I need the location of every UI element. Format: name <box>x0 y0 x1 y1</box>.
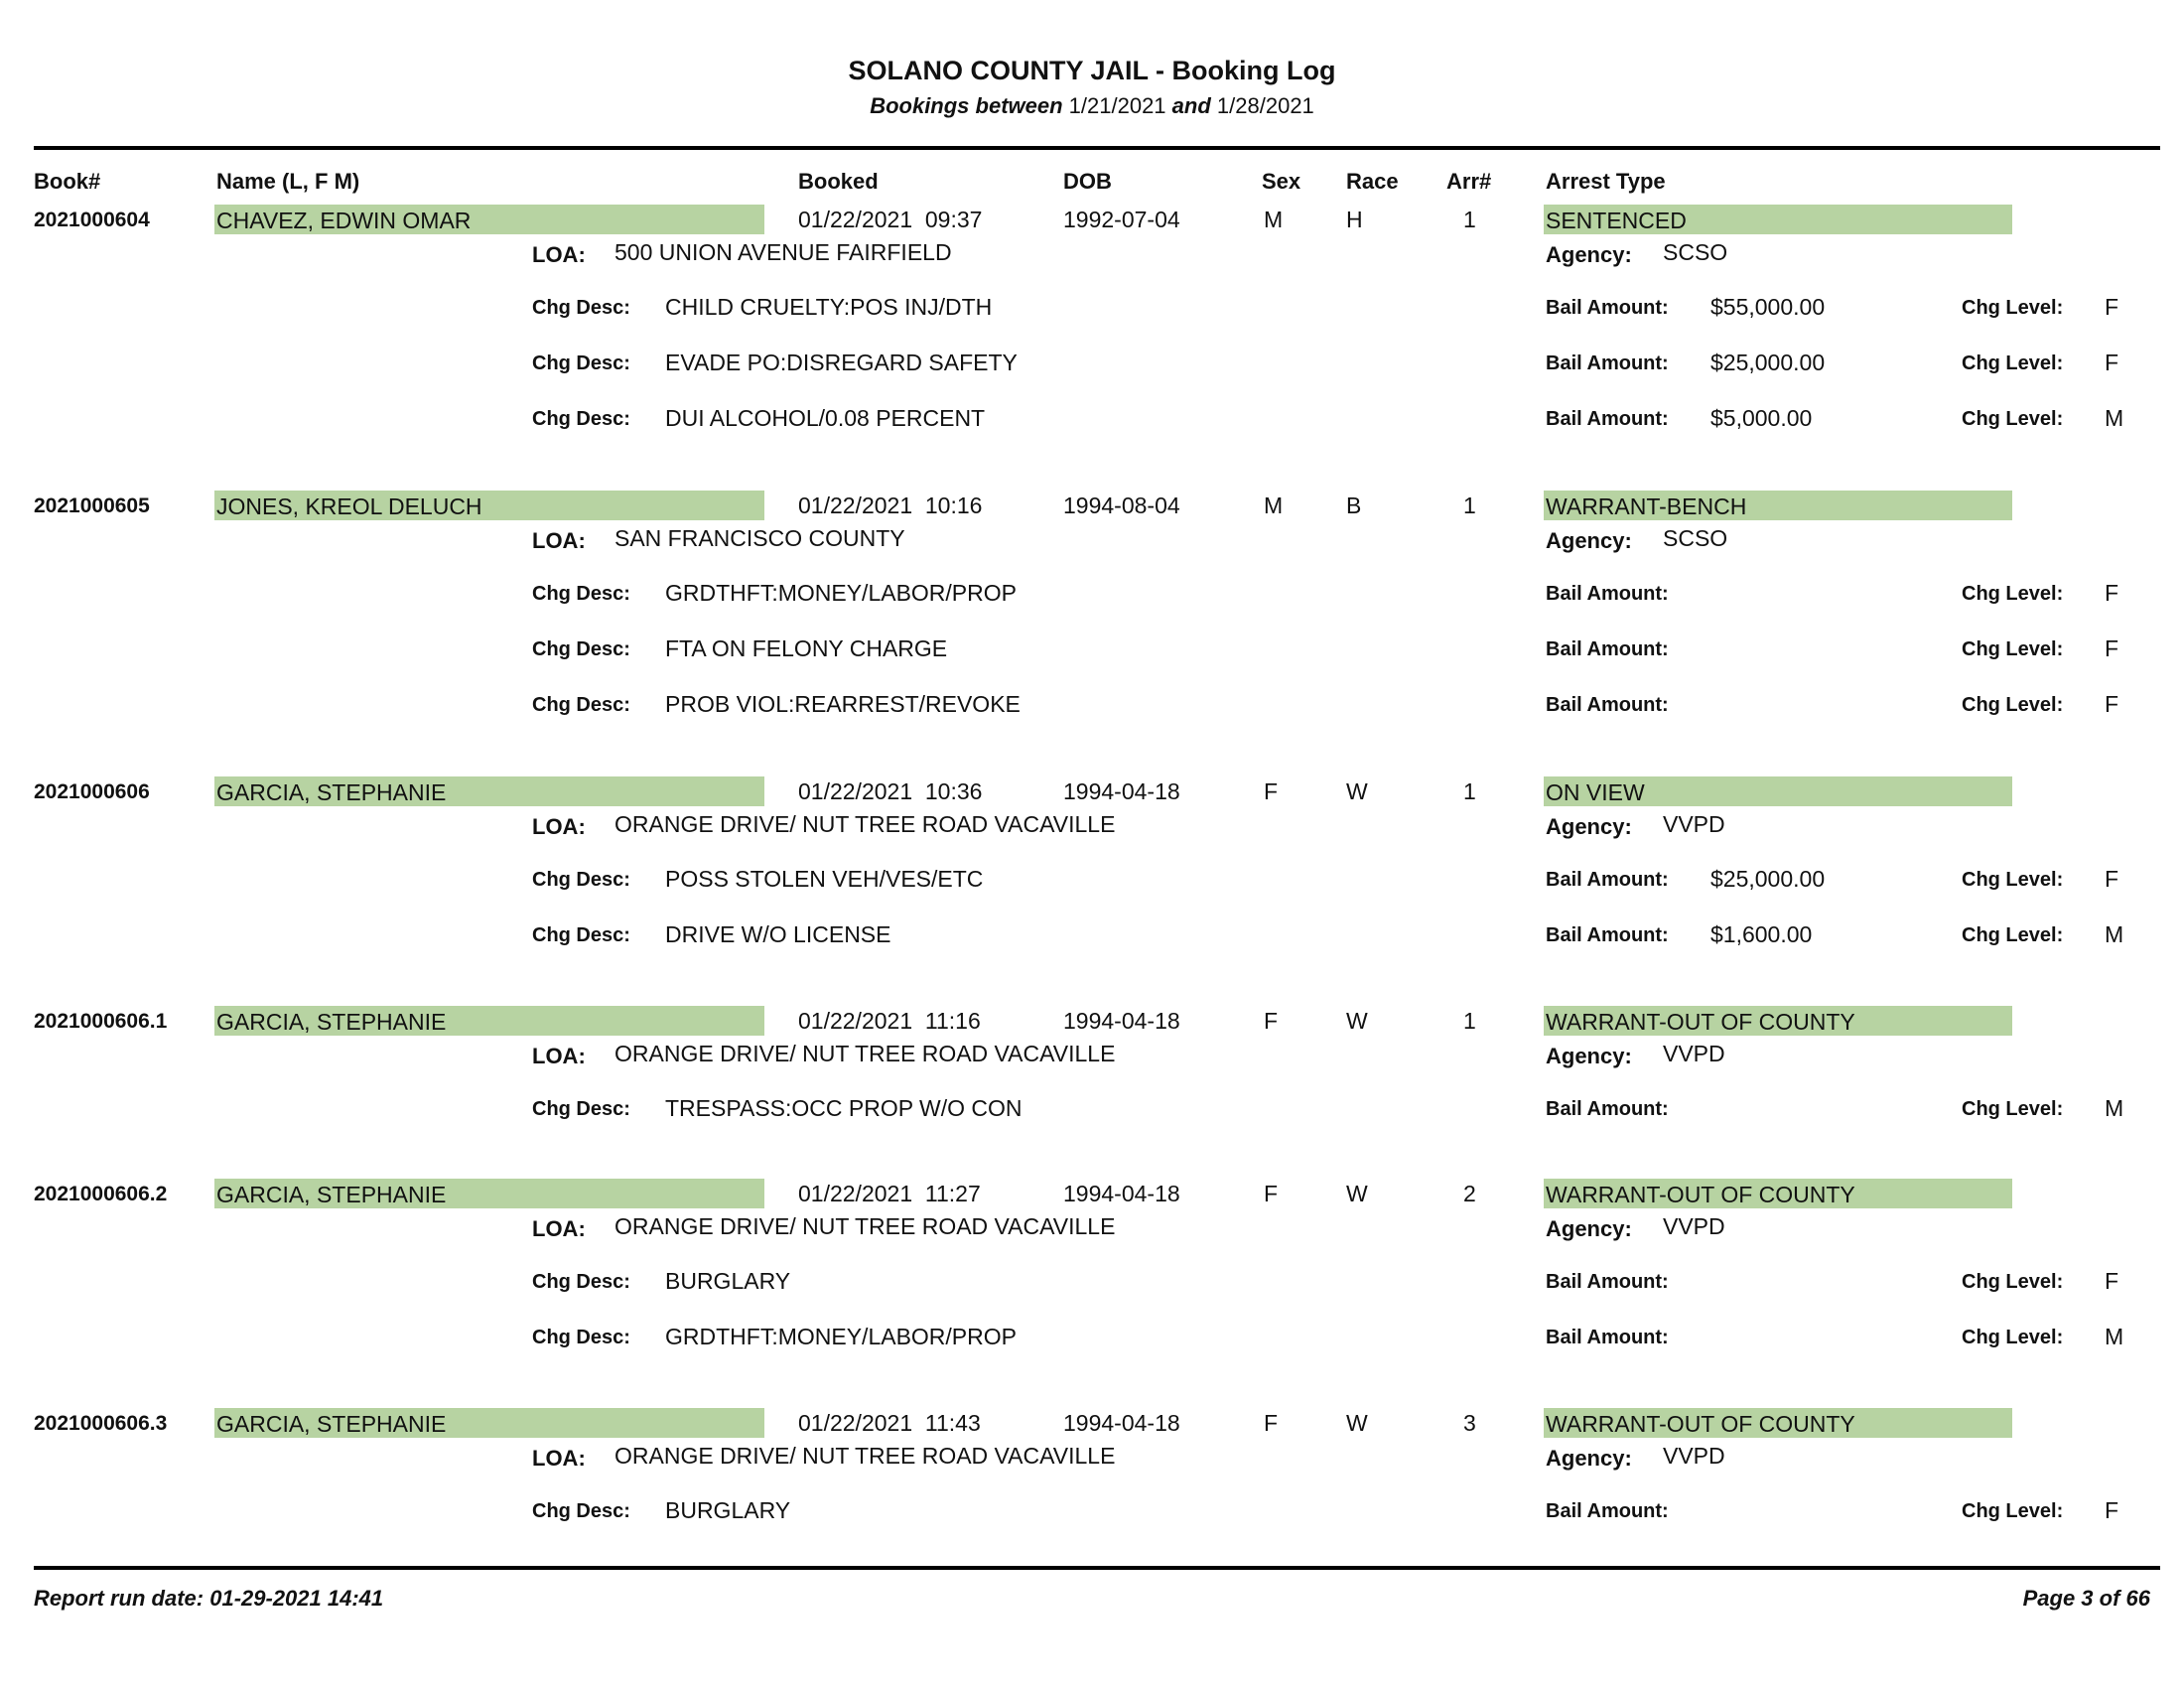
charge-level: M <box>2105 405 2124 431</box>
bail-amount: $25,000.00 <box>1710 350 1826 375</box>
charge-desc: BURGLARY <box>665 1497 791 1523</box>
inmate-name: JONES, KREOL DELUCH <box>214 491 764 520</box>
col-header-sex: Sex <box>1262 169 1301 194</box>
agency-label: Agency: <box>1546 1216 1632 1241</box>
agency-value: SCSO <box>1663 239 1728 265</box>
charge-level: F <box>2105 350 2119 375</box>
agency-label: Agency: <box>1546 1446 1632 1471</box>
arrest-number: 1 <box>1463 1008 1476 1034</box>
date-of-birth: 1994-04-18 <box>1063 1008 1180 1034</box>
subtitle-prefix: Bookings between <box>870 93 1063 118</box>
loa-label: LOA: <box>532 814 586 839</box>
charge-level-label: Chg Level: <box>1962 924 2064 946</box>
agency-value: VVPD <box>1663 811 1725 837</box>
sex: M <box>1264 207 1284 232</box>
bail-amount: $1,600.00 <box>1710 921 1813 947</box>
sex: F <box>1264 1410 1279 1436</box>
charge-desc: TRESPASS:OCC PROP W/O CON <box>665 1095 1023 1121</box>
race: W <box>1346 1410 1368 1436</box>
bail-amount-label: Bail Amount: <box>1546 408 1669 430</box>
booked-datetime: 01/22/2021 09:37 <box>798 207 983 232</box>
agency-value: VVPD <box>1663 1443 1725 1469</box>
start-date: 1/21/2021 <box>1068 93 1166 118</box>
bail-amount-label: Bail Amount: <box>1546 869 1669 891</box>
loa-value: 500 UNION AVENUE FAIRFIELD <box>614 239 952 265</box>
loa-label: LOA: <box>532 528 586 553</box>
arrest-type: SENTENCED <box>1544 205 2012 234</box>
loa-value: SAN FRANCISCO COUNTY <box>614 525 905 551</box>
charge-level-label: Chg Level: <box>1962 638 2064 660</box>
arrest-type: WARRANT-OUT OF COUNTY <box>1544 1006 2012 1036</box>
sex: F <box>1264 1008 1279 1034</box>
bail-amount-label: Bail Amount: <box>1546 694 1669 716</box>
agency-label: Agency: <box>1546 1044 1632 1068</box>
charge-level-label: Chg Level: <box>1962 694 2064 716</box>
inmate-name: GARCIA, STEPHANIE <box>214 1006 764 1036</box>
booked-datetime: 01/22/2021 10:16 <box>798 492 983 518</box>
agency-label: Agency: <box>1546 242 1632 267</box>
loa-label: LOA: <box>532 1446 586 1471</box>
charge-desc: BURGLARY <box>665 1268 791 1294</box>
col-header-dob: DOB <box>1063 169 1112 194</box>
bail-amount: $55,000.00 <box>1710 294 1826 320</box>
race: W <box>1346 1181 1368 1206</box>
book-number: 2021000606.2 <box>34 1183 168 1205</box>
charge-level-label: Chg Level: <box>1962 1500 2064 1522</box>
charge-desc: DRIVE W/O LICENSE <box>665 921 891 947</box>
book-number: 2021000604 <box>34 209 150 231</box>
col-header-race: Race <box>1346 169 1399 194</box>
bail-amount: $25,000.00 <box>1710 866 1826 892</box>
charge-level: F <box>2105 691 2119 717</box>
date-of-birth: 1994-04-18 <box>1063 778 1180 804</box>
arrest-number: 1 <box>1463 778 1476 804</box>
bail-amount-label: Bail Amount: <box>1546 583 1669 605</box>
charge-level-label: Chg Level: <box>1962 408 2064 430</box>
booked-datetime: 01/22/2021 11:27 <box>798 1181 981 1206</box>
loa-label: LOA: <box>532 1044 586 1068</box>
loa-value: ORANGE DRIVE/ NUT TREE ROAD VACAVILLE <box>614 1213 1116 1239</box>
arrest-number: 1 <box>1463 492 1476 518</box>
bail-amount-label: Bail Amount: <box>1546 1327 1669 1348</box>
book-number: 2021000606 <box>34 780 150 803</box>
loa-label: LOA: <box>532 242 586 267</box>
bail-amount-label: Bail Amount: <box>1546 638 1669 660</box>
bail-amount: $5,000.00 <box>1710 405 1813 431</box>
booked-datetime: 01/22/2021 10:36 <box>798 778 983 804</box>
agency-value: VVPD <box>1663 1213 1725 1239</box>
report-title: SOLANO COUNTY JAIL - Booking Log <box>848 56 1336 85</box>
inmate-name: CHAVEZ, EDWIN OMAR <box>214 205 764 234</box>
bail-amount-label: Bail Amount: <box>1546 1098 1669 1120</box>
bail-amount-label: Bail Amount: <box>1546 1500 1669 1522</box>
charge-desc-label: Chg Desc: <box>532 924 630 946</box>
charge-desc: CHILD CRUELTY:POS INJ/DTH <box>665 294 993 320</box>
charge-level-label: Chg Level: <box>1962 352 2064 374</box>
charge-desc-label: Chg Desc: <box>532 297 630 319</box>
charge-desc-label: Chg Desc: <box>532 694 630 716</box>
arrest-number: 3 <box>1463 1410 1476 1436</box>
col-header-arrest-type: Arrest Type <box>1546 169 1666 194</box>
loa-label: LOA: <box>532 1216 586 1241</box>
charge-desc: PROB VIOL:REARREST/REVOKE <box>665 691 1021 717</box>
date-of-birth: 1994-04-18 <box>1063 1181 1180 1206</box>
report-run-date: Report run date: 01-29-2021 14:41 <box>34 1586 384 1611</box>
agency-label: Agency: <box>1546 814 1632 839</box>
sex: M <box>1264 492 1284 518</box>
charge-desc-label: Chg Desc: <box>532 1098 630 1120</box>
col-header-arr: Arr# <box>1446 169 1492 194</box>
arrest-number: 2 <box>1463 1181 1476 1206</box>
charge-desc-label: Chg Desc: <box>532 408 630 430</box>
col-header-booked: Booked <box>798 169 879 194</box>
end-date: 1/28/2021 <box>1216 93 1314 118</box>
book-number: 2021000605 <box>34 494 150 517</box>
charge-level-label: Chg Level: <box>1962 1098 2064 1120</box>
arrest-type: ON VIEW <box>1544 776 2012 806</box>
date-of-birth: 1992-07-04 <box>1063 207 1180 232</box>
booked-datetime: 01/22/2021 11:16 <box>798 1008 981 1034</box>
bail-amount-label: Bail Amount: <box>1546 924 1669 946</box>
charge-desc: POSS STOLEN VEH/VES/ETC <box>665 866 984 892</box>
charge-level: F <box>2105 294 2119 320</box>
inmate-name: GARCIA, STEPHANIE <box>214 1408 764 1438</box>
charge-level-label: Chg Level: <box>1962 583 2064 605</box>
charge-level: F <box>2105 866 2119 892</box>
charge-desc: GRDTHFT:MONEY/LABOR/PROP <box>665 580 1017 606</box>
charge-level: F <box>2105 635 2119 661</box>
page-number: Page 3 of 66 <box>2022 1586 2150 1611</box>
loa-value: ORANGE DRIVE/ NUT TREE ROAD VACAVILLE <box>614 811 1116 837</box>
charge-desc-label: Chg Desc: <box>532 352 630 374</box>
book-number: 2021000606.1 <box>34 1010 168 1033</box>
bail-amount-label: Bail Amount: <box>1546 1271 1669 1293</box>
arrest-type: WARRANT-BENCH <box>1544 491 2012 520</box>
inmate-name: GARCIA, STEPHANIE <box>214 1179 764 1208</box>
subtitle-and: and <box>1171 93 1211 118</box>
charge-level-label: Chg Level: <box>1962 869 2064 891</box>
arrest-type: WARRANT-OUT OF COUNTY <box>1544 1408 2012 1438</box>
charge-level: F <box>2105 1268 2119 1294</box>
charge-level-label: Chg Level: <box>1962 1327 2064 1348</box>
agency-value: SCSO <box>1663 525 1728 551</box>
report-subtitle <box>0 93 2184 119</box>
inmate-name: GARCIA, STEPHANIE <box>214 776 764 806</box>
charge-desc-label: Chg Desc: <box>532 583 630 605</box>
header-rule <box>34 146 2160 150</box>
charge-level: F <box>2105 1497 2119 1523</box>
charge-level-label: Chg Level: <box>1962 1271 2064 1293</box>
arrest-number: 1 <box>1463 207 1476 232</box>
sex: F <box>1264 778 1279 804</box>
bail-amount-label: Bail Amount: <box>1546 352 1669 374</box>
date-of-birth: 1994-08-04 <box>1063 492 1180 518</box>
charge-desc-label: Chg Desc: <box>532 1271 630 1293</box>
charge-level: M <box>2105 1324 2124 1349</box>
date-of-birth: 1994-04-18 <box>1063 1410 1180 1436</box>
book-number: 2021000606.3 <box>34 1412 168 1435</box>
col-header-name: Name (L, F M) <box>216 169 360 194</box>
charge-desc: DUI ALCOHOL/0.08 PERCENT <box>665 405 986 431</box>
agency-label: Agency: <box>1546 528 1632 553</box>
race: W <box>1346 1008 1368 1034</box>
charge-level: F <box>2105 580 2119 606</box>
race: B <box>1346 492 1362 518</box>
bail-amount-label: Bail Amount: <box>1546 297 1669 319</box>
arrest-type: WARRANT-OUT OF COUNTY <box>1544 1179 2012 1208</box>
loa-value: ORANGE DRIVE/ NUT TREE ROAD VACAVILLE <box>614 1041 1116 1066</box>
charge-level-label: Chg Level: <box>1962 297 2064 319</box>
agency-value: VVPD <box>1663 1041 1725 1066</box>
charge-desc-label: Chg Desc: <box>532 1327 630 1348</box>
loa-value: ORANGE DRIVE/ NUT TREE ROAD VACAVILLE <box>614 1443 1116 1469</box>
footer-rule <box>34 1566 2160 1570</box>
charge-desc: EVADE PO:DISREGARD SAFETY <box>665 350 1018 375</box>
charge-desc: FTA ON FELONY CHARGE <box>665 635 948 661</box>
race: W <box>1346 778 1368 804</box>
race: H <box>1346 207 1363 232</box>
charge-desc-label: Chg Desc: <box>532 869 630 891</box>
charge-level: M <box>2105 921 2124 947</box>
charge-desc: GRDTHFT:MONEY/LABOR/PROP <box>665 1324 1017 1349</box>
charge-desc-label: Chg Desc: <box>532 1500 630 1522</box>
col-header-book: Book# <box>34 169 101 194</box>
booked-datetime: 01/22/2021 11:43 <box>798 1410 981 1436</box>
charge-desc-label: Chg Desc: <box>532 638 630 660</box>
sex: F <box>1264 1181 1279 1206</box>
charge-level: M <box>2105 1095 2124 1121</box>
